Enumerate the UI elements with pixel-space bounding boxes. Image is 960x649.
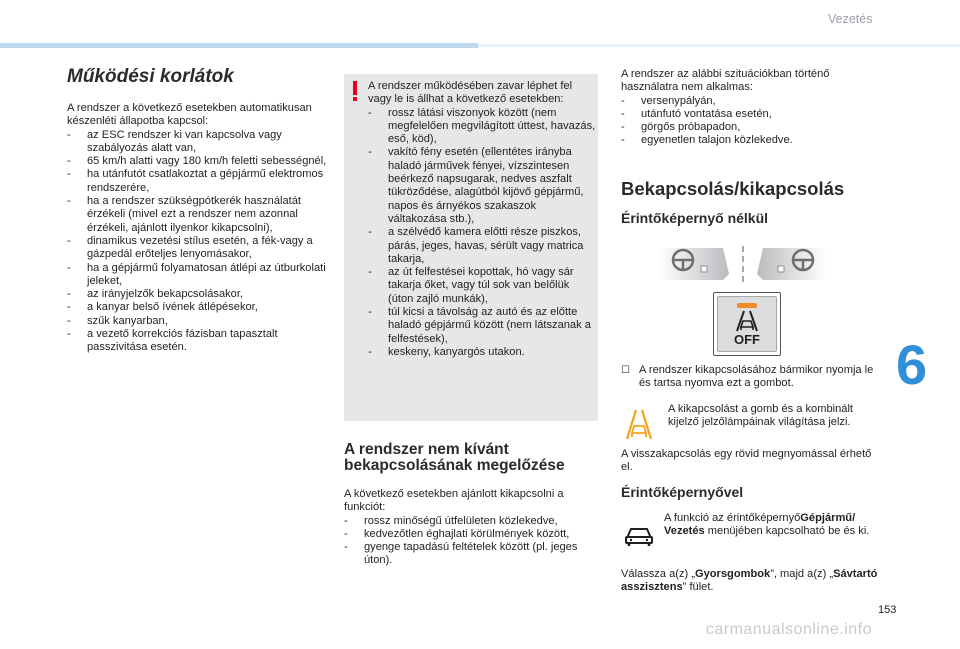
list-item: - görgős próbapadon, [621,121,883,134]
indicator-note [668,403,878,430]
select-text-2: ”, majd a(z) „ [770,568,834,580]
limits-intro: A rendszer a következő esetekben automatikusan készenléti állapotba kapcsol: [67,102,312,128]
page-number: 153 [878,604,897,616]
list-item: - egyenetlen talajon közlekedve. [621,134,883,147]
select-text-1: Válassza a(z) „ [621,568,695,580]
list-item: - túl kicsi a távolság az autó és az előtte haladó gépjármű között (nem látszanak a felfestések), [368,306,596,346]
list-item: - a szélvédő kamera előtti része piszkos, párás, jeges, havas, sérült vagy matrica takarja, [368,226,596,266]
button-led [737,303,757,308]
list-item: - versenypályán, [621,95,883,108]
arrow-bullet-icon: ☐ [621,365,630,376]
press-text: A rendszer kikapcsolásához bármikor nyomja le és tartsa nyomva ezt a gombot. [639,364,874,390]
lane-departure-icon [731,310,763,332]
chapter-number: 6 [896,333,928,396]
section-title-prevent: A rendszer nem kívánt bekapcsolásának megelőzése [344,441,565,474]
list-item: - 65 km/h alatti vagy 180 km/h feletti sebességnél, [67,155,329,168]
list-item: - az irányjelzők bekapcsolásakor, [67,288,329,301]
vehicle-menu-icon [624,525,654,547]
lane-assist-tab-label: Sávtartó asszisztens [621,568,878,594]
reactivate-text: A visszakapcsolás egy rövid megnyomással érhető el. [621,448,872,474]
unsuitable-intro: A rendszer az alábbi szituációkban történő használatra nem alkalmas: [621,68,830,94]
list-item: - a vezető korrekciós fázisban tapasztalt passzivitása esetén. [67,328,329,355]
subtitle-no-touchscreen: Érintőképernyő nélkül [621,210,769,226]
touch-text-1: A funkció az érintőképernyő [664,512,801,524]
chapter-title: Vezetés [828,12,873,26]
onoff-header [621,177,883,214]
press-instruction [621,364,883,391]
list-item: - dinamikus vezetési stílus esetén, a fék-vagy a gázpedál erőteljes lenyomásakor, [67,235,329,262]
header-bar [0,43,478,48]
sub1-header [621,210,883,227]
right-column-top [621,68,883,148]
list-item: - ha a gépjármű folyamatosan átlépi az útburkolati jeleket, [67,262,329,289]
list-item: - a kanyar belső ívének átlépésekor, [67,301,329,314]
quick-keys-label: Gyorsgombok [694,568,771,580]
lane-assist-off-button[interactable] [713,292,781,356]
list-item: - rossz minőségű útfelületen közlekedve, [344,515,598,528]
off-label: OFF [734,332,760,347]
list-item: - vakító fény esetén (ellentétes irányba haladó járművek fényei, vízszintesen beérkező napsugarak, nedves aszfalt tükröződése, alagútból kijövő gépjármű, napos és árnyékos szakaszok váltakozása stb.), [368,146,596,226]
subtitle-touchscreen: Érintőképernyővel [621,484,744,500]
left-column [67,65,329,355]
list-item: - szűk kanyarban, [67,315,329,328]
limits-list [67,129,329,355]
list-item: - az út felfestései kopottak, hó vagy sár takarja őket, vagy túl sok van belőlük (úton zajló munkák), [368,266,596,306]
warning-list [368,107,596,360]
button-face [717,296,777,352]
select-note [621,568,883,595]
select-text [621,568,883,595]
warning-exclamation-icon [350,80,360,102]
touch-text-2: menüjében kapcsolható be és ki. [704,525,870,538]
warning-text [368,80,596,359]
list-item: - ha utánfutót csatlakoztat a gépjármű elektromos rendszerére, [67,168,329,195]
lane-warning-indicator-icon [621,408,657,440]
indicator-text: A kikapcsolást a gomb és a kombinált kijelző jelzőlámpáinak világítása jelzi. [668,403,853,429]
prevent-intro: A következő esetekben ajánlott kikapcsolni a funkciót: [344,488,564,514]
watermark: carmanualsonline.info [705,621,872,638]
list-item: - kedvezőtlen éghajlati körülmények között, [344,528,598,541]
unsuitable-list [621,95,883,148]
touchscreen-text [664,512,878,539]
list-item: - rossz látási viszonyok között (nem megfelelően megvilágított úttest, havazás, eső, köd), [368,107,596,147]
middle-lower [344,442,598,568]
menu-path: Gépjármű/ Vezetés [664,512,856,538]
touchscreen-note [664,512,878,539]
list-item: - gyenge tapadású feltételek között (pl. jeges úton). [344,541,598,568]
select-text-3: ” fület. [682,581,714,594]
prevent-list [344,515,598,568]
warning-intro: A rendszer működésében zavar léphet fel vagy le is állhat a következő esetekben: [368,80,573,106]
list-item: - keskeny, kanyargós utakon. [368,346,596,359]
steering-wheel-lane-icon [657,244,829,284]
header-bar-light [478,44,960,47]
list-item: - ha a rendszer szükségpótkerék használatát érzékeli (mivel ezt a rendszer nem azonnal érzékeli, ajánlott ilyenkor kikapcsolni), [67,195,329,235]
list-item: - utánfutó vontatása esetén, [621,108,883,121]
section-title-onoff: Bekapcsolás/kikapcsolás [621,178,845,199]
reactivate-note [621,448,883,475]
list-item: - az ESC rendszer ki van kapcsolva vagy szabályozás alatt van, [67,129,329,156]
section-title-limits: Működési korlátok [67,66,234,87]
sub2-header [621,484,883,501]
